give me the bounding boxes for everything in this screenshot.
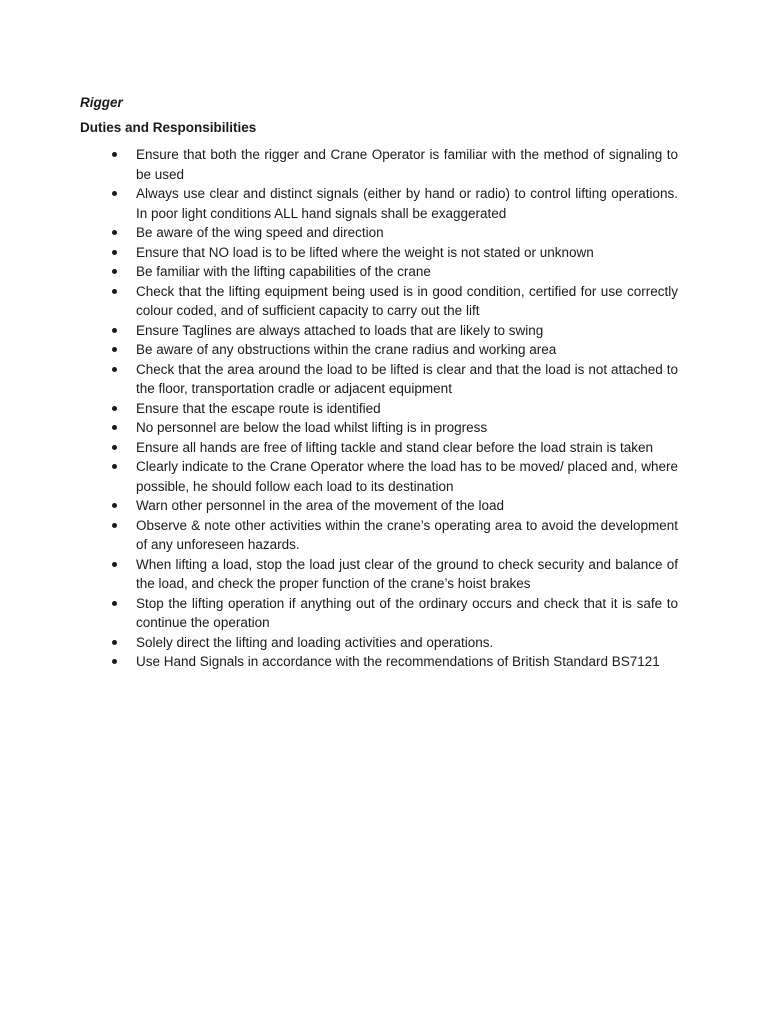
bullet-icon [112,191,117,196]
bullet-icon [112,152,117,157]
bullet-icon [112,269,117,274]
duty-text: No personnel are below the load whilst lifting is in progress [136,420,488,435]
duty-list-item [112,516,678,555]
bullet-icon [112,659,117,664]
duty-text: Solely direct the lifting and loading activities and operations. [136,634,494,650]
bullet-icon [112,230,117,235]
bullet-icon [112,250,117,255]
duty-text: Always use clear and distinct signals (either by hand or radio) to control lifting operations. In poor light conditions ALL hand signals shall be exaggerated [136,186,678,221]
role-title: Rigger [80,95,123,110]
duty-list-item [112,340,678,360]
bullet-icon [112,640,117,645]
duty-list-item [112,321,678,341]
bullet-icon [112,328,117,333]
duty-list-item [112,438,678,458]
duty-text: Ensure all hands are free of lifting tackle and stand clear before the load strain is taken [136,439,654,455]
duty-list-item [112,652,678,672]
section-title: Duties and Responsibilities [80,120,257,135]
duty-text: Warn other personnel in the area of the movement of the load [136,498,504,513]
bullet-icon [112,406,117,411]
bullet-icon [112,601,117,606]
duty-list-item [112,399,678,419]
duties-list [112,145,678,672]
duty-text: Check that the lifting equipment being used is in good condition, certified for use correctly colour coded, and of sufficient capacity to carry out the lift [136,283,678,318]
duty-list-item [112,418,678,438]
duty-list-item [112,496,678,516]
duty-list-item [112,223,678,243]
duty-text: Use Hand Signals in accordance with the recommendations of British Standard BS7121 [136,654,660,669]
bullet-icon [112,562,117,567]
duty-text: Be familiar with the lifting capabilities of the crane [136,264,431,279]
bullet-icon [112,523,117,528]
duty-text: Observe & note other activities within the crane’s operating area to avoid the development of any unforeseen hazards. [136,517,678,552]
bullet-icon [112,425,117,430]
bullet-icon [112,367,117,372]
duty-text: When lifting a load, stop the load just clear of the ground to check security and balance of the load, and check the proper function of the crane’s hoist brakes [136,556,678,591]
bullet-icon [112,289,117,294]
duty-text: Ensure that NO load is to be lifted where the weight is not stated or unknown [136,244,594,260]
bullet-icon [112,445,117,450]
duty-list-item [112,282,678,321]
duty-text: Stop the lifting operation if anything out of the ordinary occurs and check that it is safe to continue the operation [136,595,678,630]
duty-list-item [112,243,678,263]
duty-text: Ensure that both the rigger and Crane Operator is familiar with the method of signaling to be used [136,147,678,182]
duty-text: Ensure that the escape route is identified [136,400,381,416]
duty-list-item [112,360,678,399]
duty-list-item [112,555,678,594]
bullet-icon [112,503,117,508]
duty-list-item [112,145,678,184]
duty-text: Be aware of the wing speed and direction [136,225,384,240]
duty-text: Ensure Taglines are always attached to loads that are likely to swing [136,322,544,338]
duty-text: Be aware of any obstructions within the crane radius and working area [136,342,557,357]
bullet-icon [112,347,117,352]
duty-list-item [112,594,678,633]
bullet-icon [112,464,117,469]
duty-list-item [112,457,678,496]
duty-list-item [112,184,678,223]
duty-list-item [112,633,678,653]
duty-text: Clearly indicate to the Crane Operator where the load has to be moved/ placed and, where possible, he should follow each load to its destination [136,459,678,494]
duty-list-item [112,262,678,282]
duty-text: Check that the area around the load to be lifted is clear and that the load is not attached to the floor, transportation cradle or adjacent equipment [136,361,678,396]
